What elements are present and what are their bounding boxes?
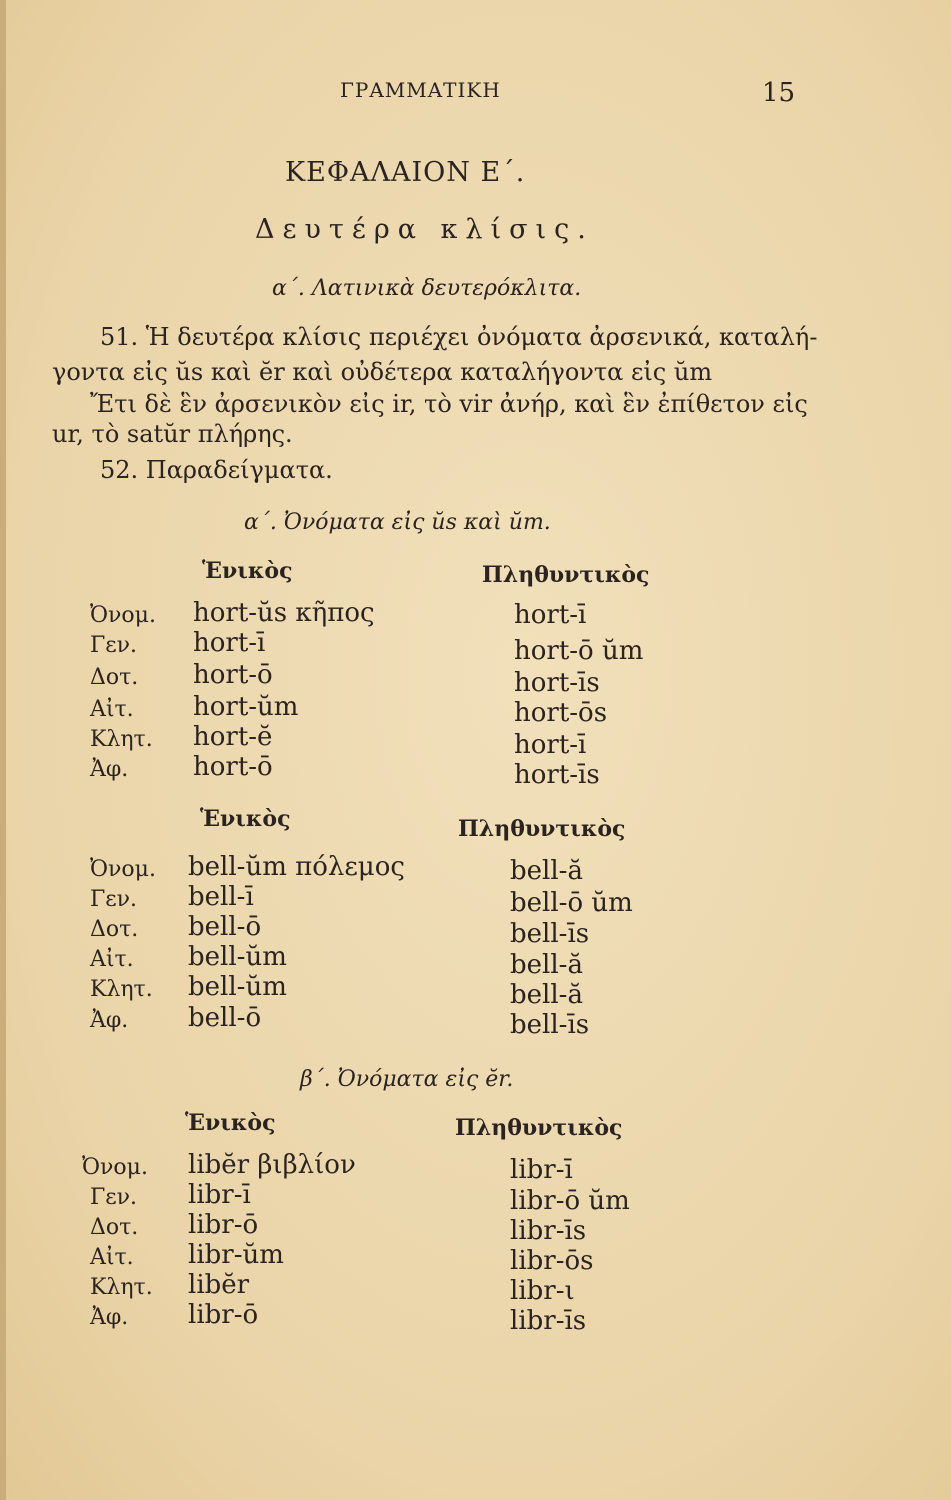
case-label: Κλητ. bbox=[90, 1275, 153, 1300]
plural-form: libr-ι bbox=[510, 1276, 575, 1306]
subsection-heading: α΄. Ὀνόματα εἰς ŭs καὶ ŭm. bbox=[244, 510, 551, 535]
paragraph-line: γοντα εἰς ŭs καὶ ĕr καὶ οὐδέτερα καταλήγοντα εἰς ŭm bbox=[52, 358, 713, 386]
plural-form: bell-ă bbox=[510, 980, 583, 1010]
paragraph-line: 52. Παραδείγματα. bbox=[100, 456, 333, 484]
plural-form: libr-ī bbox=[510, 1155, 573, 1185]
singular-header: Ἑνικὸς bbox=[200, 806, 291, 832]
case-label: Ὀνομ. bbox=[90, 603, 156, 628]
plural-form: hort-īs bbox=[514, 760, 600, 790]
paragraph-line: ur, τὸ satŭr πλήρης. bbox=[52, 420, 293, 448]
plural-form: hort-ōs bbox=[514, 698, 608, 728]
singular-form: hort-ō bbox=[193, 752, 273, 782]
paragraph-line: Ἔτι δὲ ἓν ἀρσενικὸν εἰς ir, τὸ vir ἀνήρ, καὶ ἓν ἐπίθετον εἰς bbox=[90, 390, 808, 418]
plural-form: bell-ō ŭm bbox=[510, 888, 633, 918]
case-label: Γεν. bbox=[90, 887, 138, 912]
case-label: Ἀφ. bbox=[90, 1008, 129, 1033]
singular-form: bell-ō bbox=[188, 1003, 262, 1033]
singular-form: hort-ĕ bbox=[193, 722, 273, 752]
plural-form: hort-ī bbox=[514, 730, 587, 760]
plural-form: hort-ō ŭm bbox=[514, 636, 644, 666]
case-label: Ὀνομ. bbox=[90, 857, 156, 882]
case-label: Γεν. bbox=[90, 1185, 138, 1210]
singular-form: hort-ō bbox=[193, 660, 273, 690]
plural-header: Πληθυντικὸς bbox=[455, 1115, 623, 1141]
case-label: Δοτ. bbox=[90, 665, 139, 690]
singular-form: libr-ī bbox=[188, 1180, 251, 1210]
plural-form: libr-īs bbox=[510, 1216, 587, 1246]
singular-header: Ἑνικὸς bbox=[202, 558, 293, 584]
case-label: Αἰτ. bbox=[90, 1245, 134, 1270]
singular-form: bell-ī bbox=[188, 882, 254, 912]
paragraph-line: 51. Ἡ δευτέρα κλίσις περιέχει ὀνόματα ἀρσενικά, καταλή- bbox=[100, 323, 818, 351]
singular-form: bell-ŭm bbox=[188, 942, 287, 972]
plural-form: bell-īs bbox=[510, 1010, 590, 1040]
singular-form: libĕr βιβλίον bbox=[188, 1150, 356, 1180]
chapter-subtitle: Δευτέρα κλίσις. bbox=[255, 214, 594, 245]
plural-form: bell-īs bbox=[510, 919, 590, 949]
section-heading: α΄. Λατινικὰ δευτερόκλιτα. bbox=[272, 276, 582, 301]
plural-form: libr-īs bbox=[510, 1306, 587, 1336]
singular-form: libr-ō bbox=[188, 1210, 259, 1240]
case-label: Ὀνομ. bbox=[82, 1155, 148, 1180]
case-label: Ἀφ. bbox=[90, 757, 129, 782]
plural-header: Πληθυντικὸς bbox=[458, 816, 626, 842]
case-label: Αἰτ. bbox=[90, 947, 134, 972]
subsection-heading: β΄. Ὀνόματα εἰς ĕr. bbox=[300, 1067, 514, 1092]
case-label: Δοτ. bbox=[90, 917, 139, 942]
plural-form: hort-ī bbox=[514, 600, 587, 630]
singular-form: libr-ŭm bbox=[188, 1240, 284, 1270]
singular-form: bell-ŭm πόλεμος bbox=[188, 852, 405, 882]
chapter-title: ΚΕΦΑΛΑΙΟΝ Ε΄. bbox=[285, 157, 526, 188]
plural-form: libr-ōs bbox=[510, 1246, 594, 1276]
singular-form: hort-ŭm bbox=[193, 692, 299, 722]
case-label: Γεν. bbox=[90, 633, 138, 658]
plural-header: Πληθυντικὸς bbox=[482, 562, 650, 588]
page-spine-edge bbox=[0, 0, 6, 1500]
case-label: Κλητ. bbox=[90, 977, 153, 1002]
singular-form: libĕr bbox=[188, 1270, 250, 1300]
page-number: 15 bbox=[762, 78, 796, 108]
singular-form: bell-ŭm bbox=[188, 972, 287, 1002]
plural-form: bell-ă bbox=[510, 856, 583, 886]
singular-form: hort-ŭs κῆπος bbox=[193, 598, 375, 628]
running-title: ΓΡΑΜΜΑΤΙΚΗ bbox=[340, 78, 501, 102]
plural-form: libr-ō ŭm bbox=[510, 1186, 630, 1216]
case-label: Κλητ. bbox=[90, 727, 153, 752]
case-label: Δοτ. bbox=[90, 1215, 139, 1240]
singular-header: Ἑνικὸς bbox=[185, 1110, 276, 1136]
singular-form: hort-ī bbox=[193, 628, 266, 658]
plural-form: hort-īs bbox=[514, 668, 600, 698]
singular-form: libr-ō bbox=[188, 1300, 259, 1330]
case-label: Ἀφ. bbox=[90, 1305, 129, 1330]
plural-form: bell-ă bbox=[510, 950, 583, 980]
singular-form: bell-ō bbox=[188, 912, 262, 942]
case-label: Αἰτ. bbox=[90, 697, 134, 722]
